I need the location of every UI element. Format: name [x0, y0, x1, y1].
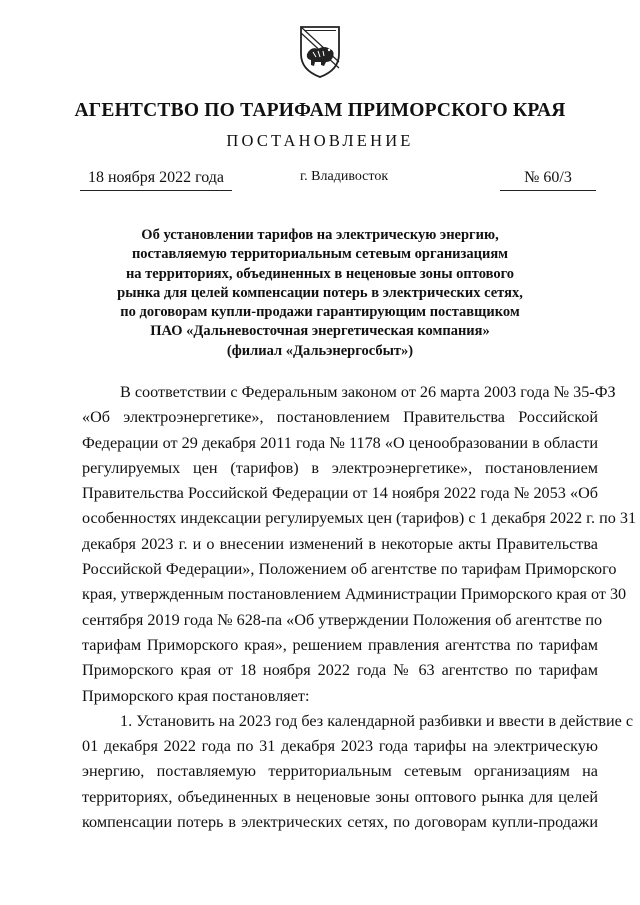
title-line: Об установлении тарифов на электрическую энергию, [141, 227, 499, 243]
document-date: 18 ноября 2022 года [80, 169, 232, 191]
clause-1-paragraph [82, 709, 634, 835]
text-line: 1. Установить на 2023 год без календарной разбивки и ввести в действие с [120, 711, 634, 730]
title-line: ПАО «Дальневосточная энергетическая компания» [150, 323, 490, 340]
text-line: регулируемых цен (тарифов) в электроэнергетике», постановлением [82, 458, 598, 477]
text-line: Приморского края от 18 ноября 2022 года № 63 агентство по тарифам [82, 661, 598, 680]
agency-name: АГЕНТСТВО ПО ТАРИФАМ ПРИМОРСКОГО КРАЯ [74, 100, 566, 121]
title-line: на территориях, объединенных в неценовые зоны оптового [125, 265, 515, 282]
text-line: тарифам Приморского края», решением правления агентства по тарифам [82, 635, 598, 654]
title-line: рынка для целей компенсации потерь в электрических сетях, [117, 284, 523, 301]
text-line: Правительства Российской Федерации от 14 ноября 2022 года № 2053 «Об [82, 484, 598, 503]
coat-of-arms-icon [298, 24, 342, 80]
document-number: № 60/3 [500, 169, 596, 191]
text-line: края, утвержденным постановлением Администрации Приморского края от 30 [82, 585, 627, 604]
title-line: (филиал «Дальэнергосбыт») [226, 342, 414, 359]
document-title [100, 226, 540, 361]
preamble-paragraph [82, 380, 637, 709]
title-line: поставляемую территориальным сетевым организациям [131, 246, 509, 263]
text-line: особенностях индексации регулируемых цен (тарифов) с 1 декабря 2022 г. по 31 [82, 509, 637, 528]
text-line: территориях, объединенных в неценовые зоны оптового рынка для целей [82, 787, 598, 806]
document-city: г. Владивосток [300, 169, 389, 184]
title-line: по договорам купли-продажи гарантирующим поставщиком [120, 304, 520, 321]
text-line: декабря 2023 г. и о внесении изменений в некоторые акты Правительства [82, 534, 598, 553]
text-line: Федерации от 29 декабря 2011 года № 1178 «О ценообразовании в области [82, 433, 598, 452]
text-line: компенсации потерь в электрических сетях, по договорам купли-продажи [82, 813, 598, 832]
text-line: «Об электроэнергетике», постановлением Правительства Российской [82, 408, 598, 427]
text-line: В соответствии с Федеральным законом от 26 марта 2003 года № 35-ФЗ [120, 383, 616, 401]
document-type: ПОСТАНОВЛЕНИЕ [226, 131, 414, 150]
text-line: 01 декабря 2022 года по 31 декабря 2023 года тарифы на электрическую [82, 737, 598, 756]
text-line: Приморского края постановляет: [82, 686, 310, 705]
document-body [82, 380, 637, 835]
text-line: энергию, поставляемую территориальным сетевым организациям на [82, 762, 598, 781]
text-line: Российской Федерации», Положением об агентстве по тарифам Приморского [82, 560, 617, 579]
text-line: сентября 2019 года № 628-па «Об утверждении Положения об агентстве по [82, 610, 603, 629]
